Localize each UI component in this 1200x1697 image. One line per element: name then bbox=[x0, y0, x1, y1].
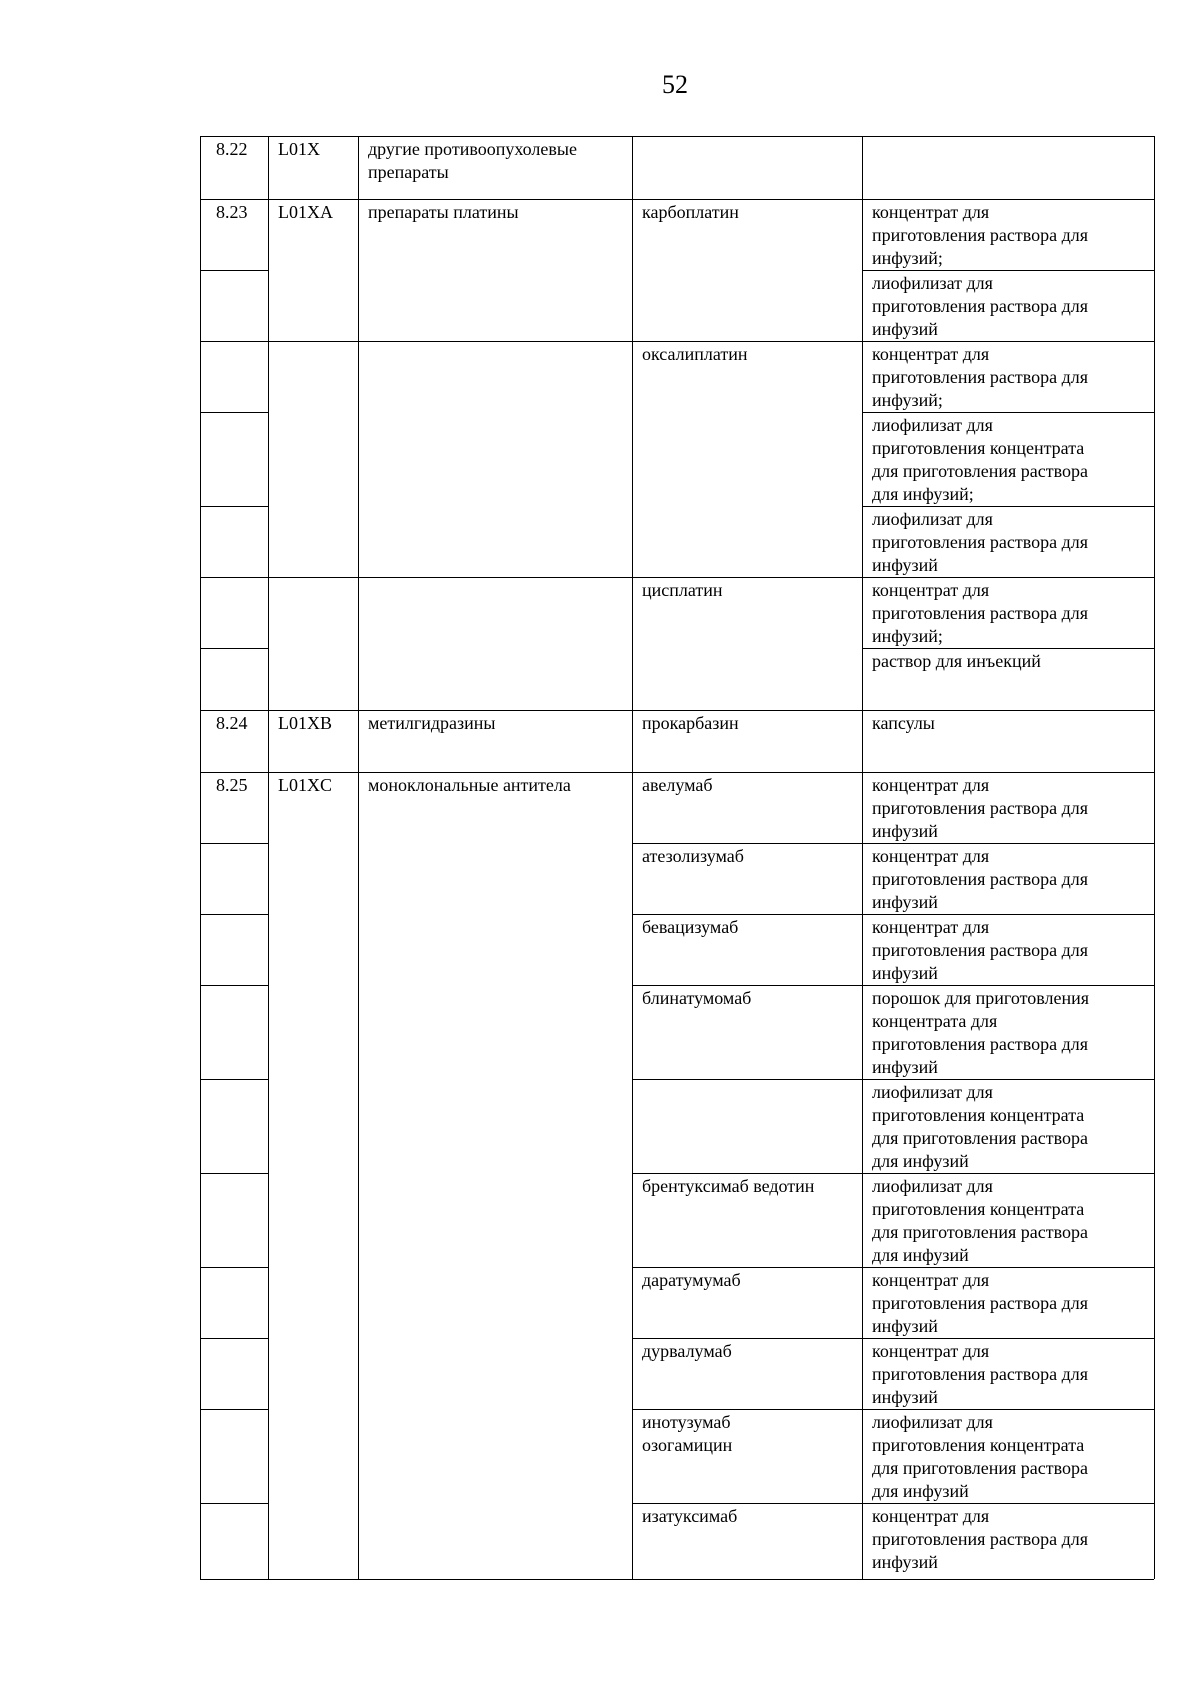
table-row-border bbox=[200, 1338, 268, 1339]
table-row-border bbox=[200, 270, 268, 271]
row-number: 8.23 bbox=[216, 202, 248, 222]
drug-name: прокарбазин bbox=[642, 713, 739, 733]
table-row-border bbox=[200, 506, 268, 507]
table-row-border bbox=[862, 648, 1154, 649]
table-column-border bbox=[358, 136, 359, 1579]
table-row-border bbox=[268, 577, 632, 578]
dosage-form: лиофилизат для приготовления концентрата для приготовления раствора для инфузий bbox=[872, 1082, 1088, 1171]
table-row-border bbox=[268, 341, 632, 342]
dosage-form: концентрат для приготовления раствора для инфузий bbox=[872, 1506, 1088, 1572]
dosage-form: раствор для инъекций bbox=[872, 651, 1041, 671]
atc-group: моноклональные антитела bbox=[368, 775, 571, 795]
table-row-border bbox=[268, 772, 632, 773]
dosage-form: концентрат для приготовления раствора для инфузий bbox=[872, 1270, 1088, 1336]
dosage-form: концентрат для приготовления раствора для инфузий bbox=[872, 1341, 1088, 1407]
table-row-border bbox=[200, 710, 268, 711]
table-column-border bbox=[632, 136, 633, 1579]
table-row-border bbox=[200, 843, 268, 844]
dosage-form: капсулы bbox=[872, 713, 935, 733]
dosage-form: лиофилизат для приготовления концентрата для приготовления раствора для инфузий bbox=[872, 1412, 1088, 1501]
drug-name: цисплатин bbox=[642, 580, 723, 600]
atc-code: L01XB bbox=[278, 713, 332, 733]
table-column-border bbox=[1154, 136, 1155, 1579]
table-row-border bbox=[200, 1503, 268, 1504]
dosage-form: концентрат для приготовления раствора для инфузий bbox=[872, 846, 1088, 912]
table-row-border bbox=[632, 772, 862, 773]
drug-name: карбоплатин bbox=[642, 202, 739, 222]
row-number: 8.24 bbox=[216, 713, 248, 733]
drug-name: изатуксимаб bbox=[642, 1506, 738, 1526]
table-row-border bbox=[632, 1173, 862, 1174]
drug-name: инотузумаб озогамицин bbox=[642, 1412, 733, 1455]
table-row-border bbox=[862, 985, 1154, 986]
table-row-border bbox=[200, 772, 268, 773]
dosage-form: концентрат для приготовления раствора для инфузий bbox=[872, 917, 1088, 983]
table-row-border bbox=[862, 341, 1154, 342]
table-row-border bbox=[200, 1079, 268, 1080]
table-row-border bbox=[200, 412, 268, 413]
atc-group: препараты платины bbox=[368, 202, 519, 222]
atc-code: L01X bbox=[278, 139, 320, 159]
table-column-border bbox=[200, 136, 201, 1579]
table-row-border bbox=[862, 710, 1154, 711]
table-row-border bbox=[862, 270, 1154, 271]
table-row-border bbox=[632, 710, 862, 711]
dosage-form: концентрат для приготовления раствора для инфузий; bbox=[872, 580, 1088, 646]
atc-code: L01XA bbox=[278, 202, 333, 222]
drug-name: бевацизумаб bbox=[642, 917, 739, 937]
table-row-border bbox=[200, 1173, 268, 1174]
table-column-border bbox=[268, 136, 269, 1579]
dosage-form: концентрат для приготовления раствора для инфузий; bbox=[872, 202, 1088, 268]
dosage-form: лиофилизат для приготовления концентрата для приготовления раствора для инфузий bbox=[872, 1176, 1088, 1265]
table-row-border bbox=[862, 1503, 1154, 1504]
table-row-border bbox=[862, 1079, 1154, 1080]
table-row-border bbox=[632, 914, 862, 915]
table-row-border bbox=[862, 1173, 1154, 1174]
table-row-border bbox=[268, 199, 632, 200]
atc-group: другие противоопухолевые препараты bbox=[368, 139, 577, 182]
table-row-border bbox=[632, 1267, 862, 1268]
table-row-border bbox=[268, 136, 632, 137]
table-row-border bbox=[200, 648, 268, 649]
table-row-border bbox=[862, 772, 1154, 773]
dosage-form: порошок для приготовления концентрата для приготовления раствора для инфузий bbox=[872, 988, 1090, 1077]
drug-table bbox=[200, 136, 1154, 1580]
table-row-border bbox=[632, 985, 862, 986]
drug-name: авелумаб bbox=[642, 775, 713, 795]
table-row-border bbox=[862, 843, 1154, 844]
table-row-border bbox=[862, 136, 1154, 137]
atc-code: L01XC bbox=[278, 775, 332, 795]
table-row-border bbox=[200, 1267, 268, 1268]
table-row-border bbox=[862, 1267, 1154, 1268]
atc-group: метилгидразины bbox=[368, 713, 496, 733]
table-row-border bbox=[200, 577, 268, 578]
drug-name: даратумумаб bbox=[642, 1270, 741, 1290]
table-row-border bbox=[268, 710, 632, 711]
table-row-border bbox=[862, 577, 1154, 578]
table-row-border bbox=[862, 506, 1154, 507]
table-row-border bbox=[632, 1338, 862, 1339]
dosage-form: лиофилизат для приготовления концентрата для приготовления раствора для инфузий; bbox=[872, 415, 1088, 504]
table-row-border bbox=[862, 1409, 1154, 1410]
table-row-border bbox=[200, 136, 268, 137]
row-number: 8.25 bbox=[216, 775, 248, 795]
dosage-form: лиофилизат для приготовления раствора для инфузий bbox=[872, 509, 1088, 575]
table-row-border bbox=[632, 843, 862, 844]
table-row-border bbox=[200, 1409, 268, 1410]
table-row-border bbox=[200, 341, 268, 342]
dosage-form: концентрат для приготовления раствора для инфузий bbox=[872, 775, 1088, 841]
table-row-border bbox=[862, 412, 1154, 413]
drug-name: атезолизумаб bbox=[642, 846, 744, 866]
table-row-border bbox=[200, 985, 268, 986]
page-number: 52 bbox=[662, 70, 688, 99]
table-row-border bbox=[632, 577, 862, 578]
table-row-border bbox=[862, 199, 1154, 200]
drug-name: блинатумомаб bbox=[642, 988, 752, 1008]
table-row-border bbox=[862, 914, 1154, 915]
table-row-border bbox=[200, 914, 268, 915]
drug-name: оксалиплатин bbox=[642, 344, 748, 364]
table-row-border bbox=[862, 1338, 1154, 1339]
row-number: 8.22 bbox=[216, 139, 248, 159]
table-row-border bbox=[632, 341, 862, 342]
dosage-form: концентрат для приготовления раствора для инфузий; bbox=[872, 344, 1088, 410]
drug-name: дурвалумаб bbox=[642, 1341, 732, 1361]
table-row-border bbox=[632, 136, 862, 137]
table-row-border bbox=[200, 199, 268, 200]
dosage-form: лиофилизат для приготовления раствора для инфузий bbox=[872, 273, 1088, 339]
table-row-border bbox=[632, 1503, 862, 1504]
drug-name: брентуксимаб ведотин bbox=[642, 1176, 815, 1196]
table-row-border bbox=[632, 1409, 862, 1410]
table-column-border bbox=[862, 136, 863, 1579]
table-row-border bbox=[632, 1079, 862, 1080]
table-row-border bbox=[632, 199, 862, 200]
